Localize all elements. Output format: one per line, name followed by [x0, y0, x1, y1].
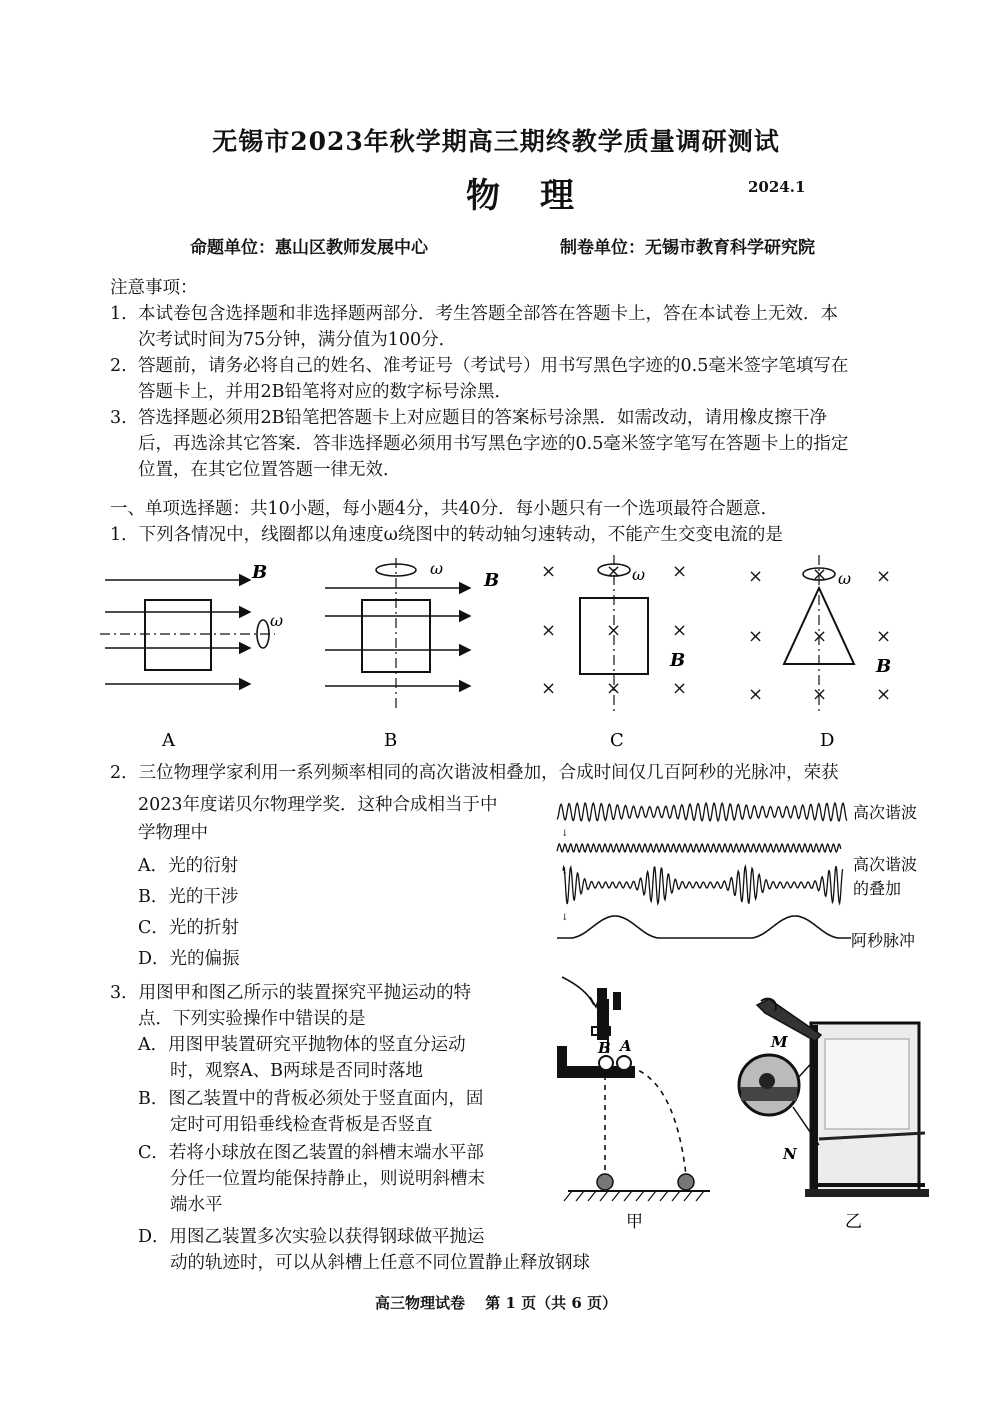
q3-stem-line1: 3．用图甲和图乙所示的装置探究平抛运动的特: [110, 983, 472, 1003]
notice-line: 位置，在其它位置答题一律无效．: [138, 460, 401, 480]
svg-text:×: ×: [541, 678, 557, 699]
ball-b: [599, 1056, 613, 1070]
notice-num-2: 2.: [110, 356, 127, 376]
notice-heading: 注意事项：: [110, 278, 198, 298]
q3-option-d-line2: 动的轨迹时，可以从斜槽上任意不同位置静止释放钢球: [170, 1253, 590, 1273]
ball-landed: [597, 1174, 613, 1190]
field-label-b: B: [484, 570, 500, 591]
label-superposition-2: 的叠加: [853, 879, 902, 898]
label-superposition-1: 高次谐波: [853, 855, 918, 874]
notice-line: 答选择题必须用2B铅笔把答题卡上对应题目的答案标号涂黑．如需改动，请用橡皮擦干净: [138, 408, 827, 428]
option-label-c: C: [610, 730, 624, 751]
field-label-b: B: [876, 656, 892, 677]
exam-title: 无锡市2023年秋学期高三期终教学质量调研测试: [212, 127, 780, 156]
superposition-wave: [563, 866, 843, 904]
ball-landed: [678, 1174, 694, 1190]
svg-text:×: ×: [606, 678, 622, 699]
svg-text:×: ×: [672, 620, 688, 641]
page-footer: 高三物理试卷 第 1 页（共 6 页）: [375, 1294, 617, 1312]
figure-yi: [735, 995, 935, 1235]
setting-unit: 命题单位：惠山区教师发展中心: [190, 238, 428, 258]
svg-text:×: ×: [748, 684, 764, 705]
parabolic-path: [630, 1067, 686, 1175]
q3-option-c-line1: C．若将小球放在图乙装置的斜槽末端水平部: [138, 1143, 484, 1163]
printing-unit: 制卷单位：无锡市教育科学研究院: [560, 238, 815, 258]
q3-option-c-line2: 分任一位置均能保持静止，则说明斜槽末: [170, 1169, 485, 1189]
q2-option-d: D．光的偏振: [138, 949, 240, 969]
q1-stem: 1．下列各情况中，线圈都以角速度ω绕图中的转动轴匀速转动，不能产生交变电流的是: [110, 525, 783, 545]
chute: [757, 999, 821, 1041]
q2-stem-line3: 学物理中: [138, 823, 208, 843]
omega-label: ω: [430, 559, 444, 578]
q2-stem-line1: 2．三位物理学家利用一系列频率相同的高次谐波相叠加，合成时间仅几百阿秒的光脉冲，荣获: [110, 763, 839, 783]
label-ball-b: B: [598, 1039, 611, 1057]
label-pulse: 阿秒脉冲: [851, 931, 916, 950]
stand-base: [805, 1189, 929, 1197]
q3-option-a-line2: 时，观察A、B两球是否同时落地: [170, 1061, 423, 1081]
q2-option-b: B．光的干涉: [138, 887, 239, 907]
svg-text:×: ×: [672, 561, 688, 582]
caption-jia: 甲: [626, 1212, 643, 1232]
notice-line: 次考试时间为75分钟，满分值为100分．: [138, 330, 457, 350]
omega-label: ω: [270, 611, 284, 630]
svg-text:×: ×: [812, 684, 828, 705]
harmonics-wave-2: [557, 844, 841, 852]
q2-stem-line2: 2023年度诺贝尔物理学奖．这种合成相当于中: [138, 795, 498, 815]
option-label-a: A: [162, 730, 175, 751]
notice-line: 后，再选涂其它答案．答非选择题必须用书写黑色字迹的0.5毫米签字笔写在答题卡上的指定: [138, 434, 849, 454]
svg-text:↓: ↓: [561, 867, 569, 877]
figure-jia: [540, 975, 730, 1235]
q3-option-a-line1: A．用图甲装置研究平抛物体的竖直分运动: [138, 1035, 466, 1055]
field-label-b: B: [670, 650, 686, 671]
q2-waveform-figure: [555, 790, 935, 960]
hammer-arrow: [562, 977, 594, 1005]
label-m: M: [771, 1033, 788, 1051]
q1-figure-d: [748, 555, 891, 751]
svg-text:×: ×: [541, 620, 557, 641]
notice-num-3: 3.: [110, 408, 127, 428]
ball-a: [617, 1056, 631, 1070]
q3-option-c-line3: 端水平: [170, 1195, 223, 1215]
q1-figure-b: [325, 558, 499, 751]
label-ball-a: A: [620, 1037, 632, 1055]
option-label-d: D: [820, 730, 835, 751]
svg-text:↓: ↓: [561, 829, 569, 839]
notice-num-1: 1.: [110, 304, 127, 324]
q3-option-b-line1: B．图乙装置中的背板必须处于竖直面内，固: [138, 1089, 484, 1109]
harmonics-wave: [557, 803, 847, 821]
omega-label: ω: [632, 565, 646, 584]
svg-text:×: ×: [606, 561, 622, 582]
svg-text:×: ×: [748, 626, 764, 647]
label-n: N: [783, 1145, 797, 1163]
svg-text:×: ×: [876, 684, 892, 705]
ball-in-inset: [759, 1073, 775, 1089]
q3-stem-line2: 点．下列实验操作中错误的是: [138, 1009, 366, 1029]
svg-text:×: ×: [876, 566, 892, 587]
svg-text:×: ×: [876, 626, 892, 647]
svg-text:×: ×: [812, 626, 828, 647]
q2-option-c: C．光的折射: [138, 918, 239, 938]
q3-option-b-line2: 定时可用铅垂线检查背板是否竖直: [170, 1115, 433, 1135]
q1-figures: [100, 550, 920, 751]
svg-text:×: ×: [672, 678, 688, 699]
section-heading: 一、单项选择题：共10小题，每小题4分，共40分．每小题只有一个选项最符合题意．: [110, 499, 779, 519]
svg-text:×: ×: [541, 561, 557, 582]
caption-yi: 乙: [845, 1212, 862, 1232]
notice-line: 答题卡上，并用2B铅笔将对应的数字标号涂黑．: [138, 382, 512, 402]
svg-text:×: ×: [606, 620, 622, 641]
q1-figure-c: [541, 555, 687, 751]
svg-text:×: ×: [748, 566, 764, 587]
q1-figure-a: [100, 562, 283, 751]
notice-line: 本试卷包含选择题和非选择题两部分．考生答题全部答在答题卡上，答在本试卷上无效．本: [138, 304, 838, 324]
q2-option-a: A．光的衍射: [138, 856, 239, 876]
q3-option-d-line1: D．用图乙装置多次实验以获得钢球做平抛运: [138, 1227, 485, 1247]
svg-text:×: ×: [812, 564, 828, 585]
label-harmonics: 高次谐波: [853, 803, 918, 822]
option-label-b: B: [384, 730, 398, 751]
omega-label: ω: [838, 569, 852, 588]
attosecond-pulse-wave: [557, 916, 851, 938]
notice-line: 答题前，请务必将自己的姓名、准考证号（考试号）用书写黑色字迹的0.5毫米签字笔填写在: [138, 356, 849, 376]
exam-date: 2024.1: [748, 178, 806, 196]
subject-title: 物理: [466, 176, 614, 216]
svg-text:↓: ↓: [561, 913, 569, 923]
apparatus-post: [598, 989, 606, 1039]
field-label-b: B: [252, 562, 268, 583]
coil: [145, 600, 211, 670]
